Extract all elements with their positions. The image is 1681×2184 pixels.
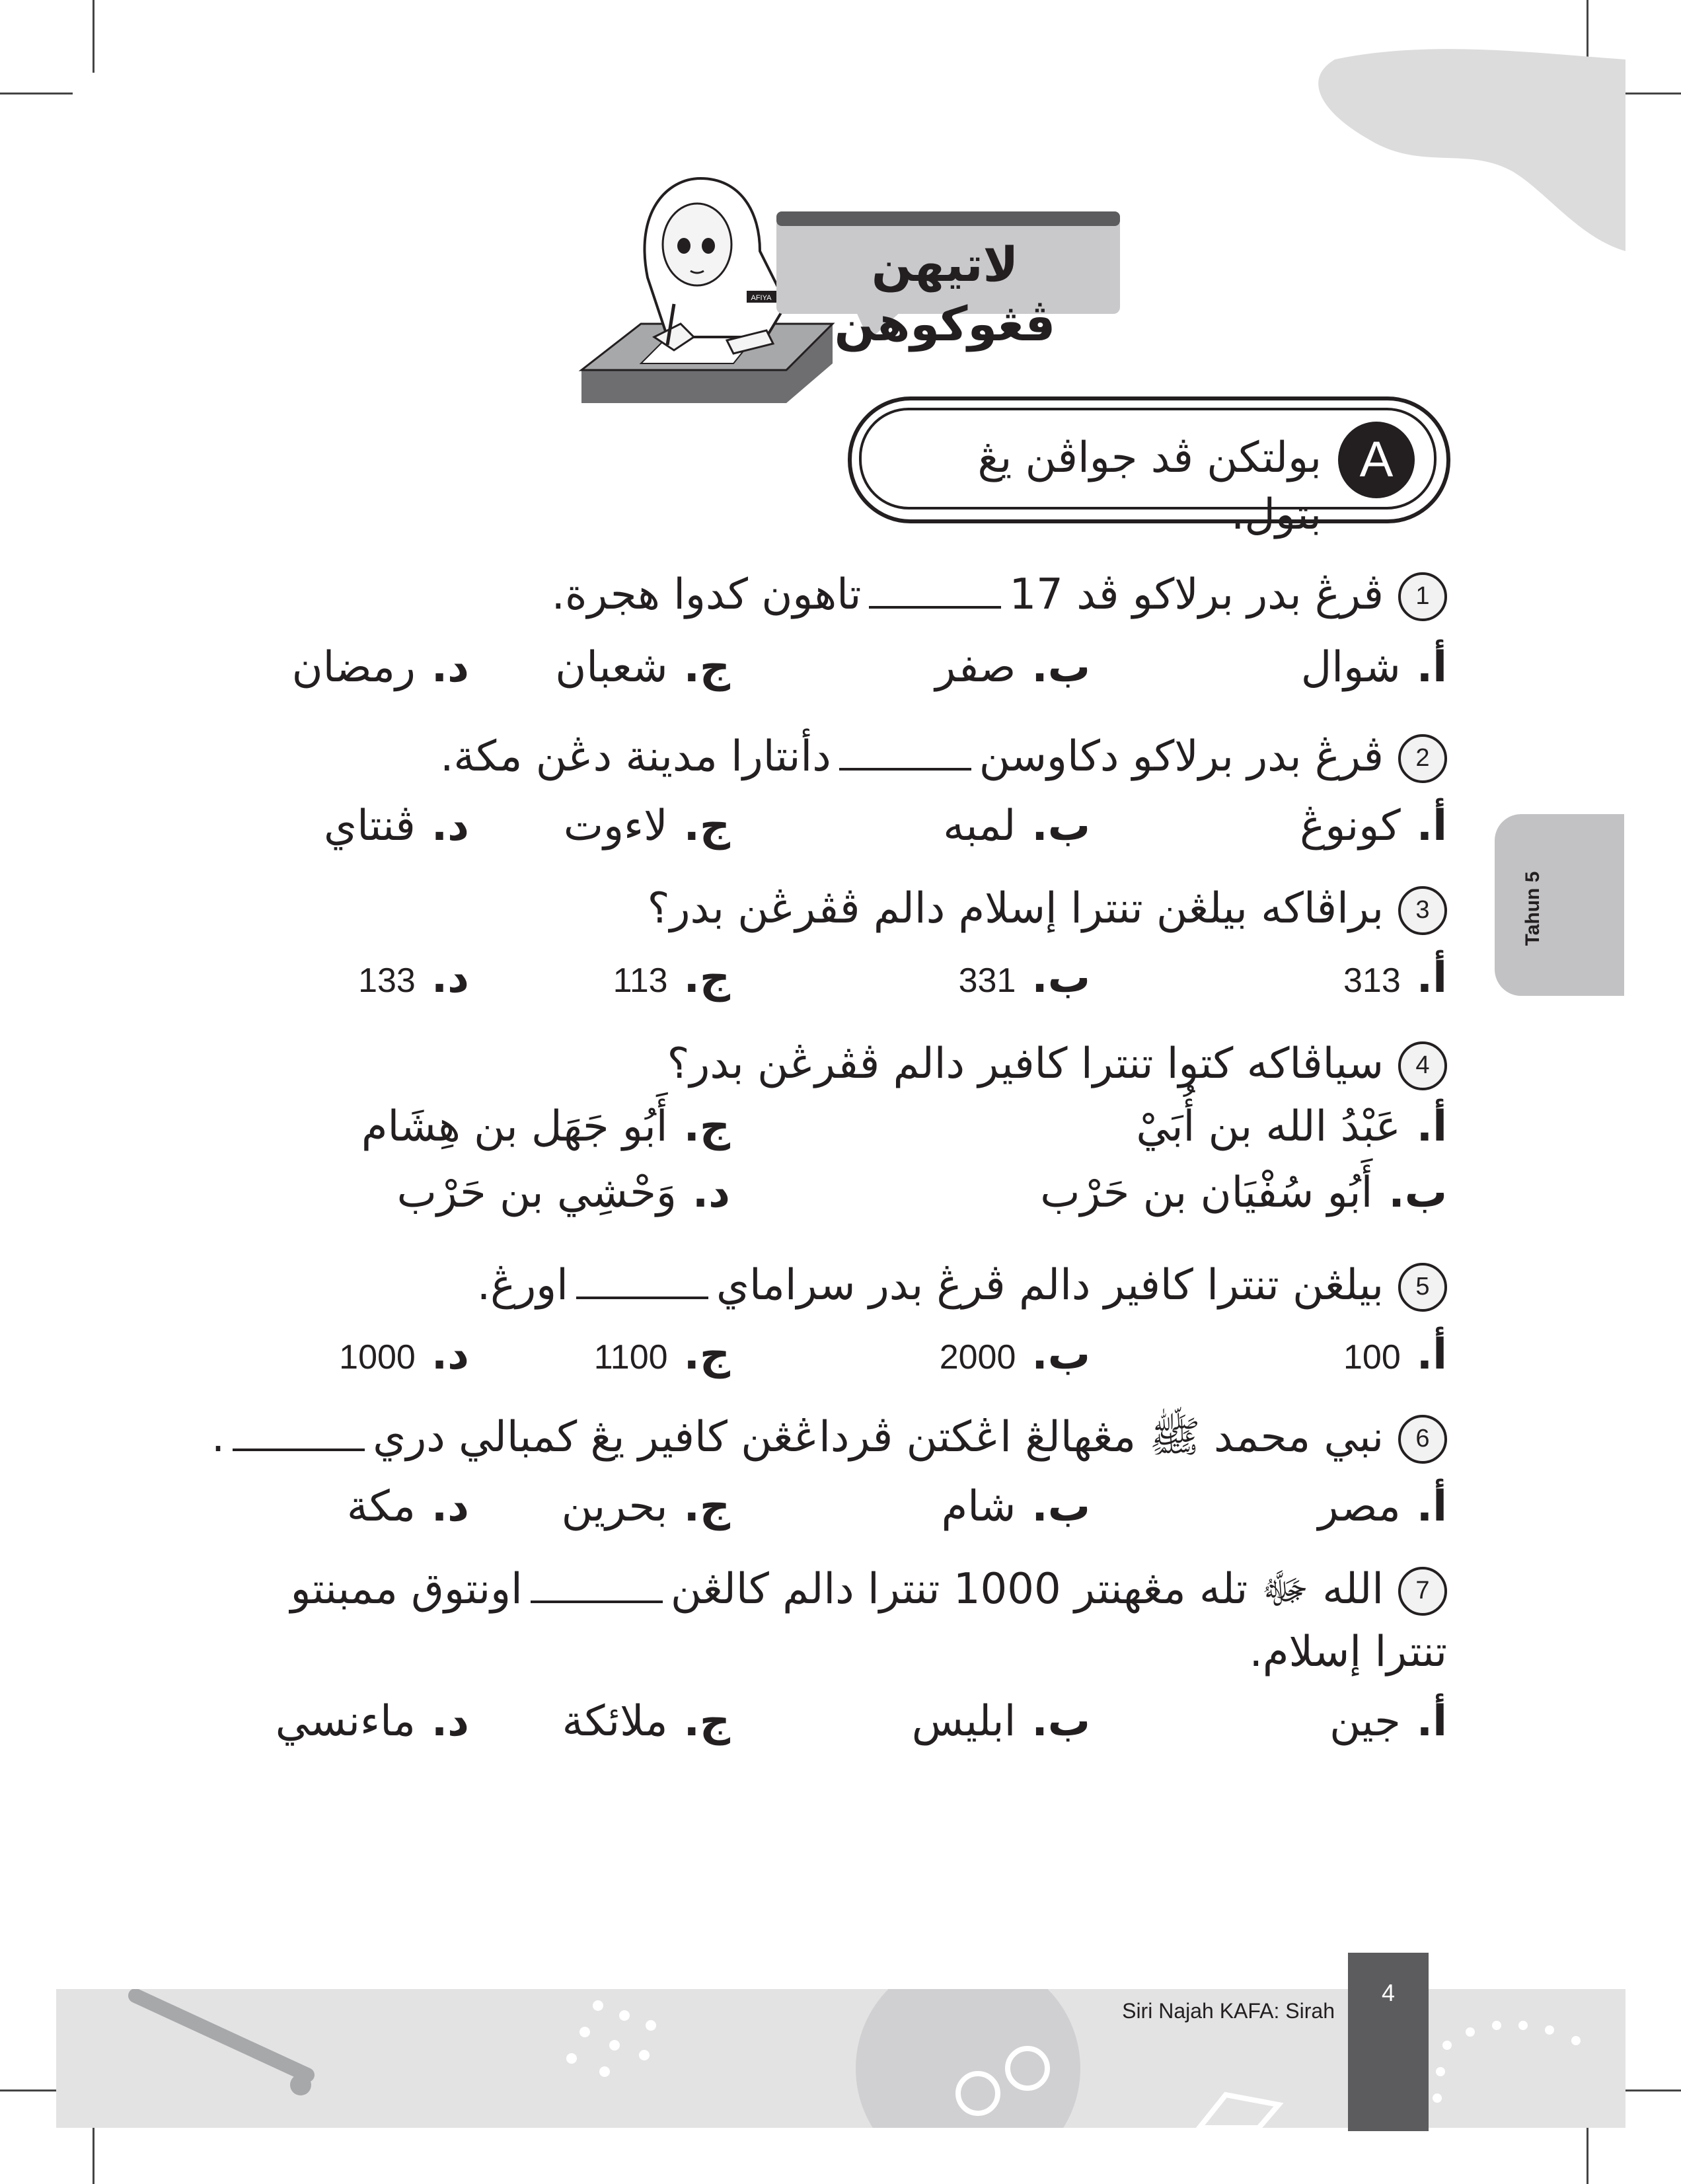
option-d[interactable]: د.ڤنتاي	[324, 802, 469, 850]
option-d[interactable]: د.133	[358, 954, 469, 1002]
answer-blank[interactable]	[531, 1574, 663, 1603]
crop-mark	[93, 0, 94, 73]
question-number: 1	[1398, 572, 1447, 621]
option-a[interactable]: أ.جين	[1329, 1697, 1447, 1746]
name-badge: AFIYA	[751, 294, 772, 302]
question-text: نبي محمد ﷺ مڠهالڠ اڠكتن ڤرداڠڠن كافير يڠ كمبالي دري	[373, 1413, 1384, 1462]
question-text: اونتوق ممبنتو	[290, 1565, 523, 1614]
question-stem	[648, 882, 1447, 935]
option-d[interactable]: د.1000	[339, 1330, 469, 1379]
option-b[interactable]: ب.2000	[939, 1330, 1090, 1379]
option-c[interactable]: ج.113	[613, 954, 730, 1002]
option-d[interactable]: د.ماءنسي	[275, 1697, 469, 1746]
option-c[interactable]: ج.لاءوت	[563, 802, 730, 850]
question-stem	[477, 1259, 1447, 1312]
answer-blank[interactable]	[576, 1270, 708, 1299]
option-a[interactable]: أ.شوال	[1300, 643, 1447, 692]
question-text: تاهون كدوا هجرة.	[551, 570, 862, 619]
option-a[interactable]: أ.كونوڠ	[1300, 802, 1447, 850]
question-number: 4	[1398, 1041, 1447, 1090]
decorative-blob	[1295, 40, 1625, 251]
question-text: براڤاكه بيلڠن تنترا إسلام دالم ڤڤرڠن بدر؟	[647, 884, 1384, 933]
question-text: سياڤاكه كتوا تنترا كافير دالم ڤڤرڠن بدر؟	[667, 1039, 1384, 1088]
question-text: ڤرڠ بدر برلاكو دكاوسن	[979, 732, 1384, 781]
question-stem	[667, 1037, 1447, 1090]
answer-blank[interactable]	[869, 580, 1001, 609]
option-d[interactable]: د.مكة	[346, 1482, 469, 1531]
question-text: اورڠ.	[476, 1261, 568, 1310]
option-b[interactable]: ب.شام	[941, 1482, 1090, 1531]
question-list	[211, 568, 1447, 1758]
option-a[interactable]: أ.100	[1343, 1330, 1447, 1379]
option-c[interactable]: ج.شعبان	[555, 643, 730, 692]
question-number: 3	[1398, 886, 1447, 935]
option-b[interactable]: ب.ابليس	[911, 1697, 1090, 1746]
question-text: .	[211, 1413, 225, 1462]
question-text: الله ﷻ تله مڠهنتر 1000 تنترا دالم كالڠن	[670, 1565, 1384, 1614]
side-tab	[1495, 814, 1624, 996]
series-title: Siri Najah KAFA: Sirah	[1122, 1999, 1335, 2023]
option-a[interactable]: أ.عَبْدُ الله بن أُبَيْ	[1136, 1102, 1447, 1151]
page-title: لاتيهن ڤڠوكوهن	[834, 237, 1056, 352]
option-a[interactable]: أ.مصر	[1318, 1482, 1447, 1531]
option-d[interactable]: د.وَحْشِي بن حَرْب	[396, 1168, 730, 1217]
option-c[interactable]: ج.1100	[593, 1330, 730, 1379]
option-b[interactable]: ب.لمبه	[943, 802, 1090, 850]
crop-mark	[0, 93, 73, 94]
question-text-continued: تنترا إسلام.	[1249, 1628, 1447, 1676]
question-text: ڤرڠ بدر برلاكو ڤد 17	[1009, 570, 1384, 619]
option-c[interactable]: ج.ملائكة	[562, 1697, 730, 1746]
option-b[interactable]: ب.331	[958, 954, 1090, 1002]
option-d[interactable]: د.رمضان	[291, 643, 469, 692]
option-a[interactable]: أ.313	[1343, 954, 1447, 1002]
option-c[interactable]: ج.أَبُو جَهَل بن هِشَام	[361, 1102, 730, 1151]
question-number: 5	[1398, 1263, 1447, 1312]
question-stem	[211, 1411, 1447, 1464]
question-number: 7	[1398, 1567, 1447, 1616]
answer-blank[interactable]	[839, 741, 971, 771]
question-number: 2	[1398, 734, 1447, 783]
side-tab-label: Tahun 5	[1522, 871, 1544, 946]
option-c[interactable]: ج.بحرين	[561, 1482, 730, 1531]
question-text: دأنتارا مدينة دڠن مكة.	[440, 732, 831, 781]
question-stem	[291, 1563, 1447, 1616]
question-stem	[440, 730, 1447, 783]
question-number: 6	[1398, 1415, 1447, 1464]
instruction-text: بولتكن ڤد جواڤن يڠ بتول.	[977, 433, 1322, 539]
page-number: 4	[1381, 1979, 1396, 2006]
option-b[interactable]: ب.أَبُو سُفْيَان بن حَرْب	[1040, 1168, 1447, 1217]
option-b[interactable]: ب.صفر	[935, 643, 1090, 692]
question-text: بيلڠن تنترا كافير دالم ڤرڠ بدر سراماي	[716, 1261, 1384, 1310]
section-letter-badge: A	[1338, 422, 1415, 498]
question-stem	[552, 568, 1447, 621]
answer-blank[interactable]	[233, 1422, 365, 1451]
